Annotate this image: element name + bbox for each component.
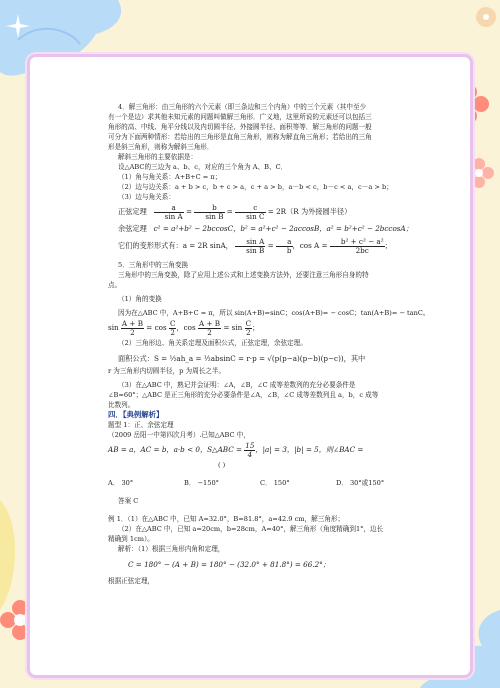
- fn-cos: ，cos: [176, 323, 196, 332]
- text-line: （2）边与边关系：a + b > c，b + c > a，c + a > b，a－b < c，b－c < a，c－a > b；: [118, 183, 393, 191]
- fraction: $\frac{A + B}{2}$: [198, 318, 221, 337]
- condition-tail: ，|a| = 3，|b| = 5，则∠BAC =: [255, 445, 364, 454]
- text-line: （2）在△ABC 中，已知 a=20cm，b=28cm，A=40°，解三角形（角度精确到1°，边长: [118, 525, 384, 533]
- text-line: 点。: [108, 281, 122, 289]
- sine-law: 正弦定理 $\frac{a}{\text{sin A}}$ = $\frac{b}{\text{sin B}}$ = $\frac{c}{\text{sin C}}$ = 2R（R 为外接圆半径）: [118, 202, 352, 221]
- text-line: （2009 岳阳一中第四次月考）.已知△ABC 中，: [108, 431, 250, 439]
- text-line: 因为在△ABC 中，A+B+C = π，所以 sin(A+B)=sinC；cos(A+B)= − cosC；tan(A+B)= − tanC。: [118, 309, 430, 317]
- example-condition: [108, 440, 448, 460]
- choices: [108, 478, 448, 488]
- text-line: 解析：（1）根据三角形内角和定理，: [118, 545, 225, 553]
- text-line: 精确到 1cm）。: [108, 535, 154, 543]
- text-line: 形是斜三角形，则称为解斜三角形．: [108, 143, 214, 151]
- angle-sum-calc: C = 180° − (A + B) = 180° − (32.0° + 81.8°) = 66.2°；: [128, 560, 330, 569]
- text-line: 题型 1：正、余弦定理: [108, 421, 174, 429]
- document-page: [30, 57, 470, 675]
- fraction: $\frac{a}{b}$: [276, 238, 293, 255]
- var-cos: ，cos A =: [292, 241, 328, 250]
- answer: 答案 C: [118, 497, 139, 505]
- area-formula: 面积公式：S = ½ah_a = ½absinC = r·p = √(p(p−a)(p−b)(p−c))，其中: [118, 354, 366, 363]
- sine-tail: = 2R（R 为外接圆半径）: [267, 207, 352, 216]
- fraction: $\frac{15}{4}$: [245, 440, 255, 459]
- document-content: [108, 102, 448, 586]
- text-line: （1）角的变换: [118, 295, 162, 303]
- answer-paren: ( ): [218, 461, 226, 469]
- choice-a: A． 30°: [108, 479, 134, 487]
- semicolon: ；: [252, 323, 260, 332]
- text-line: 根据正弦定理，: [108, 577, 155, 585]
- text-line: 三角形中的三角变换，除了应用上述公式和上述变换方法外，还要注意三角形自身的特: [118, 271, 369, 279]
- text-line: （3）边与角关系：: [118, 193, 175, 201]
- text-line: 4．解三角形：由三角形的六个元素（即三条边和三个内角）中的三个元素（其中至少: [118, 103, 367, 111]
- text-line: 例 1．（1）在△ABC 中，已知 A=32.0°，B=81.8°，a=42.9 cm，解三角形；: [108, 515, 345, 523]
- fraction: $\frac{C}{2}$: [245, 318, 252, 337]
- text-line: 角形的高、中线、角平分线以及内切圆半径、外接圆半径、面积等等．解三角形的问题一般: [108, 123, 372, 131]
- var-label: 它们的变形形式有：a = 2R sinA，: [118, 241, 233, 250]
- choice-d: D． 30°或150°: [336, 479, 385, 487]
- text-line: （3）在△ABC 中，熟记并会证明：∠A，∠B，∠C 成等差数列的充分必要条件是: [118, 381, 356, 389]
- sine-label: 正弦定理: [118, 207, 147, 216]
- text-line: 5．三角形中的三角变换: [118, 261, 189, 269]
- text-line: 有一个是边）求其他未知元素的问题叫做解三角形．广义地，这里所说的元素还可以包括三: [108, 113, 372, 121]
- choice-c: C． 150°: [260, 479, 290, 487]
- equals-sin: = sin: [223, 323, 243, 332]
- fraction: $\frac{\text{sin A}}{\text{sin B}}$: [235, 238, 265, 255]
- vector-condition: AB = a，AC = b，a·b < 0，S△ABC =: [108, 445, 242, 454]
- text-line: 解斜三角形的主要依据是：: [118, 153, 198, 161]
- text-line: （1）角与角关系：A+B+C = π；: [118, 173, 222, 181]
- fraction: $\frac{\text{b² + c² − a²}}{2bc}$: [330, 238, 385, 255]
- cos-label: 余弦定理: [118, 224, 147, 233]
- flower-icon: [474, 5, 498, 29]
- text-line: 设△ABC的三边为 a、b、c，对应的三个角为 A、B、C．: [118, 163, 288, 171]
- fraction: $\frac{a}{\text{sin A}}$: [154, 204, 184, 221]
- text-line: 可分为下面两种情形：若给出的三角形是直角三角形，则称为解直角三角形；若给出的三角: [108, 133, 372, 141]
- variant-forms: 它们的变形形式有：a = 2R sinA， $\frac{\text{sin A}}{\text{sin B}}$ = $\frac{a}{b}$ ，cos A = $\frac{\text{b² + c² − a²}}{2bc}$ ；: [118, 236, 392, 255]
- fraction: $\frac{c}{\text{sin C}}$: [235, 204, 265, 221]
- fraction: $\frac{b}{\text{sin B}}$: [194, 204, 224, 221]
- fraction: $\frac{C}{2}$: [169, 318, 176, 337]
- text-line: ∠B=60°；△ABC 是正三角形的充分必要条件是∠A，∠B，∠C 成等差数列且 a，b，c 成等: [108, 391, 379, 399]
- choice-b: B． −150°: [184, 479, 219, 487]
- half-angle-formula: [108, 318, 448, 338]
- text-line: r 为三角形内切圆半径，p 为周长之半。: [108, 367, 226, 375]
- corner-blob-yellow-icon: [0, 500, 30, 610]
- equals-cos: = cos: [146, 323, 167, 332]
- fn-sin: sin: [108, 323, 119, 332]
- cosine-law: [108, 222, 448, 236]
- cos-text: c² = a²+b² − 2bccosC，b² = a²+c² − 2accosB，a² = b²+c² − 2bccosA；: [153, 224, 413, 233]
- text-line: 比数列。: [108, 401, 135, 409]
- fraction: $\frac{A + B}{2}$: [121, 318, 143, 337]
- sparkle-icon: [6, 14, 30, 38]
- section-title: 四．【典例解析】: [108, 410, 164, 419]
- text-line: （2）三角形边、角关系定理及面积公式，正弦定理，余弦定理。: [118, 339, 307, 347]
